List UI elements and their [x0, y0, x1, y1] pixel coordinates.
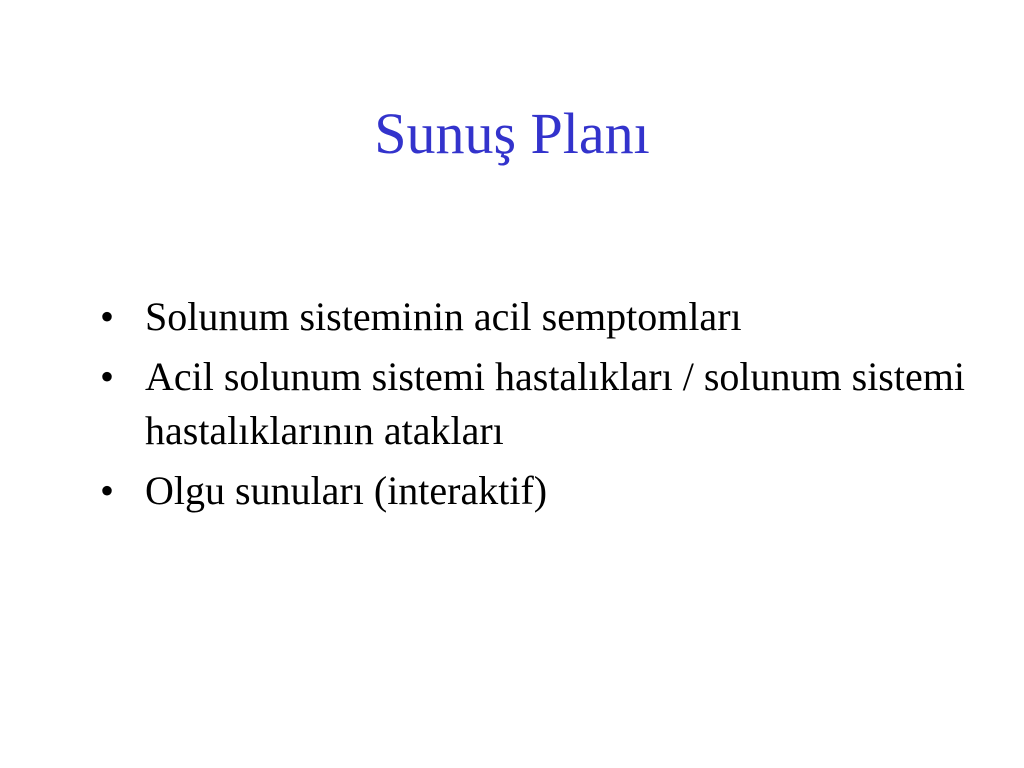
slide-title: Sunuş Planı — [374, 101, 650, 166]
bullet-dot-icon: • — [100, 354, 115, 399]
bullet-item — [100, 290, 980, 344]
bullet-item — [100, 350, 980, 458]
bullet-list — [100, 290, 980, 524]
bullet-text: Acil solunum sistemi hastalıkları / solunum sistemi hastalıklarının atakları — [145, 354, 965, 453]
bullet-text: Solunum sisteminin acil semptomları — [145, 294, 742, 339]
bullet-item — [100, 464, 980, 518]
bullet-dot-icon: • — [100, 294, 115, 339]
bullet-dot-icon: • — [100, 468, 115, 513]
bullet-text: Olgu sunuları (interaktif) — [145, 468, 548, 513]
